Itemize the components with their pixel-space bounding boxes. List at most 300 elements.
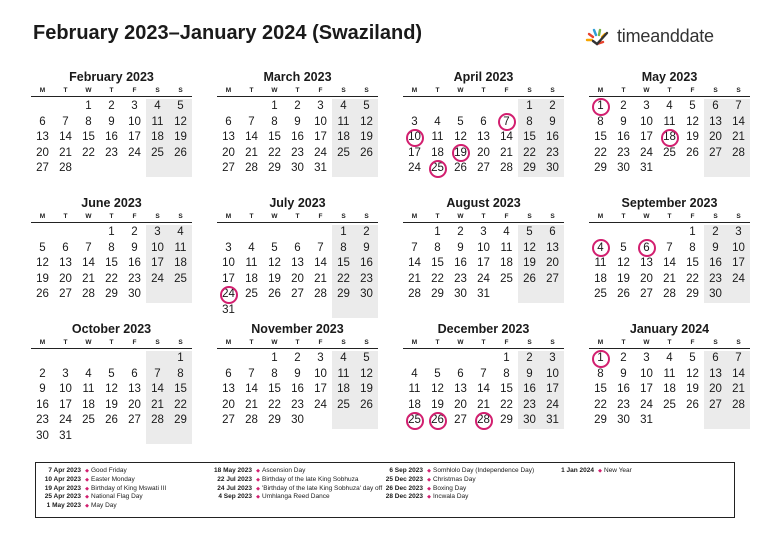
month-title: June 2023 [81,196,142,210]
weekday-label: W [457,87,464,94]
empty-day-cell [495,99,518,115]
empty-day-cell [309,413,332,429]
day-cell: 6 [541,225,564,241]
empty-day-cell [727,413,750,429]
day-cell: 7 [62,115,69,128]
day-grid [31,225,192,303]
day-cell: 5 [355,351,378,367]
empty-day-cell [658,413,681,429]
day-cell: 28 [146,413,169,429]
day-cell: 14 [663,257,676,269]
day-cell: 16 [355,256,378,272]
day-cell: 14 [500,131,513,143]
weekday-label: S [713,339,718,346]
holiday-day-cell: 25 [403,413,426,429]
bullet-icon: ◆ [427,476,431,483]
month-calendar [216,69,379,187]
day-cell: 29 [686,288,699,300]
weekday-label: F [318,213,323,220]
day-cell: 21 [408,272,421,285]
month-calendar [30,195,193,313]
day-cell: 23 [105,146,118,159]
month-calendar [588,195,751,313]
day-cell: 22 [268,398,281,411]
day-cell: 2 [294,352,301,364]
day-cell: 9 [457,241,464,254]
day-cell: 26 [169,146,192,162]
weekday-label: W [457,213,464,220]
day-cell: 19 [355,382,378,398]
day-cell: 9 [294,367,301,380]
day-cell: 20 [477,146,490,159]
weekday-label: M [597,339,604,346]
day-cell: 14 [727,367,750,383]
day-cell: 5 [518,225,541,241]
day-cell: 1 [169,351,192,367]
day-cell: 22 [686,272,699,285]
weekday-header [403,338,564,349]
empty-day-cell [169,287,192,303]
day-cell: 29 [431,288,444,300]
bullet-icon: ◆ [256,468,260,474]
day-cell: 27 [128,414,141,426]
day-cell: 11 [332,115,355,131]
weekday-label: S [341,213,346,220]
legend-holiday-name: Incwala Day [433,493,469,501]
empty-day-cell [403,225,426,241]
day-cell: 28 [59,162,72,174]
day-cell: 3 [131,100,138,112]
day-cell: 7 [85,241,92,254]
day-cell: 18 [431,146,444,159]
holiday-day-cell: 1 [589,351,612,367]
day-cell: 27 [477,162,490,174]
day-cell: 22 [594,146,607,159]
weekday-label: M [597,213,604,220]
day-cell: 1 [108,226,115,238]
day-cell: 11 [169,241,192,257]
month-title: September 2023 [621,196,718,210]
day-cell: 17 [640,383,653,395]
day-cell: 3 [62,367,69,380]
day-cell: 7 [317,241,324,254]
day-cell: 5 [689,352,696,364]
day-cell: 6 [62,241,69,254]
day-cell: 8 [503,367,510,380]
day-cell: 18 [245,272,258,285]
day-cell: 13 [477,131,490,143]
day-cell: 27 [454,414,467,426]
calendar-grid [30,69,752,442]
day-cell: 16 [617,131,630,143]
weekday-label: S [550,87,555,94]
day-grid [403,225,564,303]
weekday-header [31,212,192,223]
day-cell: 9 [108,115,115,128]
day-cell: 14 [245,383,258,395]
weekday-label: S [527,213,532,220]
day-cell: 22 [169,398,192,414]
empty-day-cell [426,351,449,367]
day-cell: 23 [617,146,630,159]
weekday-label: W [457,339,464,346]
day-cell: 27 [640,288,653,300]
legend-holiday-name: Ascension Day [262,467,306,474]
month-title: March 2023 [263,70,332,84]
day-cell: 15 [518,130,541,146]
day-cell: 12 [268,257,281,269]
weekday-label: S [178,87,183,94]
day-cell: 8 [332,241,355,257]
empty-day-cell [240,303,263,319]
empty-day-cell [100,161,123,177]
day-cell: 24 [314,398,327,411]
weekday-header [403,86,564,97]
logo-text: timeanddate [617,26,714,46]
day-cell: 16 [518,382,541,398]
sunburst-clock-icon [583,27,613,47]
bullet-icon: ◆ [256,476,260,483]
legend-holiday-name: Easter Monday [91,475,135,483]
day-cell: 8 [271,115,278,128]
empty-day-cell [31,225,54,241]
day-cell: 11 [663,367,676,380]
day-grid [31,99,192,177]
weekday-label: W [643,213,650,220]
day-cell: 7 [666,241,673,254]
day-cell: 1 [85,100,92,112]
day-cell: 28 [82,288,95,300]
day-cell: 26 [518,272,541,288]
day-cell: 19 [268,272,281,285]
weekday-label: T [481,339,486,346]
legend-date: 26 Dec 2023 [385,484,423,492]
weekday-label: F [504,213,509,220]
day-cell: 2 [39,367,46,380]
day-cell: 3 [225,241,232,254]
day-cell: 3 [146,225,169,241]
day-cell: 10 [541,367,564,383]
day-cell: 22 [518,146,541,162]
empty-day-cell [54,225,77,241]
day-cell: 1 [518,99,541,115]
empty-day-cell [426,99,449,115]
weekday-label: M [225,213,232,220]
empty-day-cell [681,413,704,429]
day-cell: 17 [314,131,327,143]
day-cell: 26 [617,288,630,300]
empty-day-cell [704,161,727,177]
day-cell: 8 [108,241,115,254]
day-cell: 9 [39,383,46,395]
empty-day-cell [31,99,54,115]
empty-day-cell [217,225,240,241]
month-title: August 2023 [446,196,521,210]
day-cell: 26 [686,398,699,411]
day-cell: 15 [268,383,281,395]
day-cell: 17 [727,256,750,272]
empty-day-cell [449,99,472,115]
day-cell: 4 [248,241,255,254]
weekday-label: W [643,339,650,346]
day-cell: 2 [131,226,138,238]
day-grid [217,351,378,429]
day-cell: 12 [617,257,630,269]
day-cell: 2 [541,99,564,115]
day-cell: 24 [59,414,72,426]
day-cell: 21 [59,146,72,159]
weekday-label: F [132,87,137,94]
day-cell: 16 [36,398,49,411]
day-cell: 14 [408,257,421,269]
weekday-label: T [435,87,440,94]
day-cell: 28 [245,162,258,174]
day-cell: 20 [541,256,564,272]
day-cell: 30 [291,414,304,426]
month-calendar [216,321,379,439]
day-cell: 11 [408,383,421,395]
day-cell: 17 [640,131,653,143]
day-cell: 29 [500,414,513,426]
empty-day-cell [403,351,426,367]
legend-item [42,502,213,511]
empty-day-cell [146,351,169,367]
day-cell: 13 [59,257,72,269]
weekday-label: W [85,213,92,220]
legend-item [384,467,555,476]
day-cell: 7 [480,367,487,380]
month-title: October 2023 [71,322,152,336]
weekday-label: S [736,339,741,346]
day-cell: 25 [594,288,607,300]
day-cell: 25 [82,414,95,426]
day-cell: 23 [291,398,304,411]
legend-item [555,467,726,476]
day-grid [589,99,750,177]
day-cell: 10 [128,115,141,128]
day-cell: 5 [434,367,441,380]
day-cell: 26 [355,146,378,162]
legend-date: 25 Dec 2023 [385,475,423,483]
day-cell: 12 [169,115,192,131]
day-cell: 5 [39,241,46,254]
day-cell: 13 [541,241,564,257]
day-cell: 25 [332,398,355,414]
day-cell: 31 [59,429,72,442]
bullet-icon: ◆ [256,494,260,501]
day-cell: 28 [314,288,327,300]
legend-item [42,493,213,502]
weekday-label: M [225,339,232,346]
day-cell: 23 [454,272,467,285]
bullet-icon: ◆ [85,476,89,483]
weekday-label: S [155,213,160,220]
holiday-day-cell: 18 [658,130,681,146]
weekday-label: T [435,213,440,220]
day-cell: 20 [222,146,235,159]
legend-date: 25 Apr 2023 [44,493,81,501]
empty-day-cell [100,351,123,367]
day-cell: 10 [727,241,750,257]
day-cell: 24 [727,272,750,288]
day-cell: 10 [640,367,653,380]
legend-holiday-name: Good Friday [91,467,127,474]
day-cell: 30 [518,413,541,429]
day-cell: 24 [640,398,653,411]
day-grid [217,225,378,318]
month-title: April 2023 [453,70,514,84]
day-cell: 21 [500,146,513,159]
day-cell: 17 [59,398,72,411]
legend-item [384,493,555,502]
day-cell: 19 [686,383,699,395]
empty-day-cell [263,225,286,241]
legend-date: 7 Apr 2023 [48,467,81,474]
weekday-label: S [341,87,346,94]
day-cell: 21 [82,272,95,285]
day-cell: 26 [105,414,118,426]
day-cell: 31 [541,413,564,429]
empty-day-cell [449,351,472,367]
holiday-day-cell: 26 [426,413,449,429]
day-cell: 21 [245,398,258,411]
empty-day-cell [169,161,192,177]
empty-day-cell [100,429,123,445]
day-cell: 15 [105,257,118,269]
empty-day-cell [217,99,240,115]
day-cell: 6 [294,241,301,254]
month-title: May 2023 [641,70,698,84]
day-cell: 9 [620,367,627,380]
day-cell: 20 [704,382,727,398]
day-grid [403,99,564,177]
day-cell: 28 [245,414,258,426]
day-cell: 28 [663,288,676,300]
day-cell: 29 [268,414,281,426]
day-cell: 22 [594,398,607,411]
empty-day-cell [681,161,704,177]
holiday-day-cell: 28 [472,413,495,429]
day-cell: 27 [291,288,304,300]
weekday-label: F [690,339,695,346]
weekday-label: T [295,339,300,346]
day-cell: 29 [169,413,192,429]
day-cell: 3 [480,226,487,238]
weekday-label: F [132,213,137,220]
month-calendar [30,69,193,187]
day-cell: 18 [594,272,607,285]
day-cell: 9 [355,241,378,257]
legend-holiday-name: Somhlolo Day (Independence Day) [433,467,535,474]
empty-day-cell [240,351,263,367]
legend-item [213,476,384,485]
day-cell: 7 [727,99,750,115]
legend-item [213,485,384,494]
empty-day-cell [472,351,495,367]
weekday-label: W [85,339,92,346]
day-cell: 15 [431,257,444,269]
day-cell: 29 [105,288,118,300]
day-cell: 25 [663,146,676,159]
day-cell: 25 [245,288,258,300]
day-cell: 4 [332,351,355,367]
weekday-label: T [621,339,626,346]
day-cell: 30 [617,414,630,426]
weekday-label: T [667,339,672,346]
day-cell: 26 [355,398,378,414]
bullet-icon: ◆ [85,485,89,492]
day-cell: 12 [454,131,467,143]
day-cell: 5 [620,241,627,254]
weekday-label: T [63,213,68,220]
month-calendar [30,321,193,442]
empty-day-cell [612,225,635,241]
day-cell: 23 [36,414,49,426]
empty-day-cell [77,225,100,241]
legend-item [384,485,555,494]
legend-date: 1 May 2023 [46,502,81,510]
empty-day-cell [635,225,658,241]
day-cell: 10 [314,367,327,380]
empty-day-cell [403,99,426,115]
month-title: November 2023 [251,322,344,336]
month-calendar [588,321,751,439]
day-cell: 27 [704,146,727,162]
weekday-label: M [39,87,46,94]
day-cell: 18 [332,382,355,398]
empty-day-cell [286,225,309,241]
day-cell: 6 [480,115,487,128]
legend-item [213,467,384,476]
day-cell: 18 [82,398,95,411]
day-cell: 12 [36,257,49,269]
weekday-label: S [713,213,718,220]
day-cell: 10 [477,241,490,254]
day-cell: 3 [411,115,418,128]
weekday-label: S [364,213,369,220]
day-cell: 6 [225,115,232,128]
day-cell: 11 [82,383,95,395]
legend-column [555,467,726,517]
day-grid [589,351,750,429]
day-cell: 16 [105,131,118,143]
empty-day-cell [169,429,192,445]
day-cell: 31 [222,303,235,316]
day-cell: 2 [704,225,727,241]
weekday-label: T [621,87,626,94]
day-cell: 7 [248,115,255,128]
legend-column [384,467,555,517]
day-cell: 3 [317,100,324,112]
day-cell: 12 [518,241,541,257]
day-cell: 17 [477,257,490,269]
day-cell: 13 [222,131,235,143]
day-cell: 24 [408,162,421,174]
day-cell: 9 [131,241,138,254]
legend-item [384,476,555,485]
day-cell: 22 [332,272,355,288]
day-cell: 1 [271,352,278,364]
day-cell: 24 [640,146,653,159]
day-cell: 7 [248,367,255,380]
day-cell: 9 [541,115,564,131]
day-cell: 18 [146,130,169,146]
weekday-label: T [63,339,68,346]
day-cell: 31 [640,162,653,174]
day-cell: 28 [727,146,750,162]
day-cell: 2 [355,225,378,241]
day-cell: 2 [294,100,301,112]
